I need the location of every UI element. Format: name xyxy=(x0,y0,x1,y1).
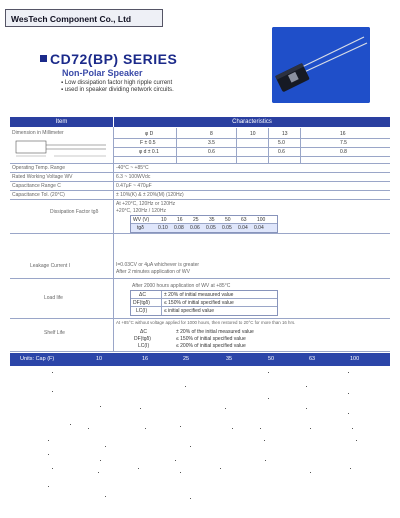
shelf-life-label: Shelf Life xyxy=(44,330,65,336)
dimension-value: 16 xyxy=(340,131,346,137)
series-title-text: CD72(BP) SERIES xyxy=(50,51,178,67)
feature-bullet-2: ▪ used in speaker dividing network circuits. xyxy=(61,87,174,93)
df-wv: 10 xyxy=(161,217,167,223)
dimension-value: 13 xyxy=(282,131,288,137)
df-wv: 25 xyxy=(193,217,199,223)
load-value: ± 20% of initial measured value xyxy=(164,292,234,298)
load-key: ΔC xyxy=(139,292,146,298)
load-life-table xyxy=(130,290,278,316)
series-title xyxy=(40,51,177,67)
shelf-value: ≤ 200% of initial specified value xyxy=(176,343,246,349)
column-line xyxy=(300,128,301,163)
df-wv: 35 xyxy=(209,217,215,223)
row-label-tolerance: Capacitance Tol. (20°C) xyxy=(12,192,65,198)
column-line xyxy=(161,291,162,315)
df-wv: 16 xyxy=(177,217,183,223)
bottom-header-voltage: 100 xyxy=(350,356,360,362)
row-label-temp: Operating Temp. Range xyxy=(12,165,65,171)
bottom-header-voltage: 50 xyxy=(268,356,275,362)
load-key: DF(tgδ) xyxy=(133,300,150,306)
row-value-capacitance: 0.47μF ~ 470μF xyxy=(116,183,152,189)
column-line xyxy=(236,128,237,163)
bottom-header-voltage: 25 xyxy=(183,356,190,362)
dimension-value: 7.5 xyxy=(340,140,347,146)
dissipation-table xyxy=(130,215,278,233)
dimension-value: 0.6 xyxy=(208,149,215,155)
df-tg: 0.08 xyxy=(174,225,184,231)
df-tg: 0.06 xyxy=(190,225,200,231)
column-header-characteristics: Characteristics xyxy=(114,117,390,127)
shelf-key: ΔC xyxy=(140,329,147,335)
shelf-value: ± 20% of the initial measured value xyxy=(176,329,254,335)
column-line xyxy=(268,128,269,163)
dissipation-label: Dissipation Factor tgδ xyxy=(50,209,99,215)
row-line xyxy=(114,138,390,139)
bottom-header-units: Units: Cap (F) xyxy=(20,356,55,362)
row-label-capacitance: Capacitance Range C xyxy=(12,183,61,189)
dimension-row-label: φ d ± 0.1 xyxy=(139,149,159,155)
row-line xyxy=(10,278,390,279)
row-line xyxy=(10,199,390,200)
bottom-table-header xyxy=(10,353,390,366)
load-key: LC(I) xyxy=(136,308,148,314)
df-tg: 0.10 xyxy=(158,225,168,231)
column-line xyxy=(176,128,177,163)
df-wv-label: WV (V) xyxy=(133,217,150,223)
df-tg: 0.05 xyxy=(206,225,216,231)
bottom-header-voltage: 63 xyxy=(309,356,316,362)
bottom-header-voltage: 10 xyxy=(96,356,103,362)
load-life-label: Load life xyxy=(44,295,63,301)
row-value-tolerance: ± 10%(K) & ± 20%(M) (120Hz) xyxy=(116,192,184,198)
row-line xyxy=(10,351,390,352)
leakage-note: I=0.03CV or 4μA whichever is greater xyxy=(116,262,200,268)
dimension-label: Dimension in Millimeter xyxy=(12,130,64,136)
load-life-note: After 2000 hours application of WV at +85°C xyxy=(132,283,231,289)
shelf-value: ≤ 150% of initial specified value xyxy=(176,336,246,342)
df-tg: 0.05 xyxy=(222,225,232,231)
dimension-value: 8 xyxy=(210,131,213,137)
row-line xyxy=(10,190,390,191)
column-header-item: Item xyxy=(10,117,113,127)
series-subtitle: Non-Polar Speaker xyxy=(62,68,143,78)
df-wv: 63 xyxy=(241,217,247,223)
dimension-value: 10 xyxy=(250,131,256,137)
bottom-header-voltage: 35 xyxy=(226,356,233,362)
row-line xyxy=(131,306,277,307)
load-value: ≤ 150% of initial specified value xyxy=(164,300,234,306)
company-name: WesTech Component Co., Ltd xyxy=(5,9,163,27)
row-line xyxy=(114,156,390,157)
dimension-row-label: F ± 0.5 xyxy=(140,140,156,146)
df-tg: 0.04 xyxy=(254,225,264,231)
dimension-value: 5.0 xyxy=(278,140,285,146)
blank-table-body xyxy=(10,368,390,508)
row-label-voltage: Rated Working Voltage WV xyxy=(12,174,73,180)
load-value: ≤ initial specified value xyxy=(164,308,214,314)
square-bullet-icon xyxy=(40,55,47,62)
df-tg-label: tgδ xyxy=(137,225,144,231)
bottom-header-voltage: 16 xyxy=(142,356,149,362)
product-photo xyxy=(272,27,370,103)
leakage-label: Leakage Current I xyxy=(30,263,71,269)
shelf-key: DF(tgδ) xyxy=(134,336,151,342)
dissipation-note: +20°C, 120Hz / 120Hz xyxy=(116,208,166,214)
dimension-value: 0.6 xyxy=(278,149,285,155)
shelf-key: LC(I) xyxy=(138,343,150,349)
dissipation-note: At +20°C, 120Hz or 120Hz xyxy=(116,201,176,207)
df-wv: 100 xyxy=(257,217,266,223)
row-line xyxy=(114,147,390,148)
row-value-temp: -40°C ~ +85°C xyxy=(116,165,149,171)
row-line xyxy=(10,181,390,182)
dimension-drawing xyxy=(14,137,110,159)
row-line xyxy=(131,298,277,299)
df-tg: 0.04 xyxy=(238,225,248,231)
dimension-value: 0.8 xyxy=(340,149,347,155)
row-line xyxy=(10,163,390,164)
feature-bullet-1: ▪ Low dissipation factor high ripple current xyxy=(61,80,173,86)
row-value-voltage: 6.3 ~ 100WVdc xyxy=(116,174,151,180)
row-line xyxy=(131,223,277,224)
dimension-value: 3.5 xyxy=(208,140,215,146)
row-line xyxy=(10,172,390,173)
row-line xyxy=(10,233,390,234)
shelf-life-note: At +85°C without voltage applied for 1000 hours, then restored to 20°C for more than 16 hrs. xyxy=(116,320,296,325)
leakage-note: After 2 minutes application of WV xyxy=(116,269,190,275)
df-wv: 50 xyxy=(225,217,231,223)
row-line xyxy=(10,318,390,319)
dimension-row-label: φ D xyxy=(145,131,154,137)
